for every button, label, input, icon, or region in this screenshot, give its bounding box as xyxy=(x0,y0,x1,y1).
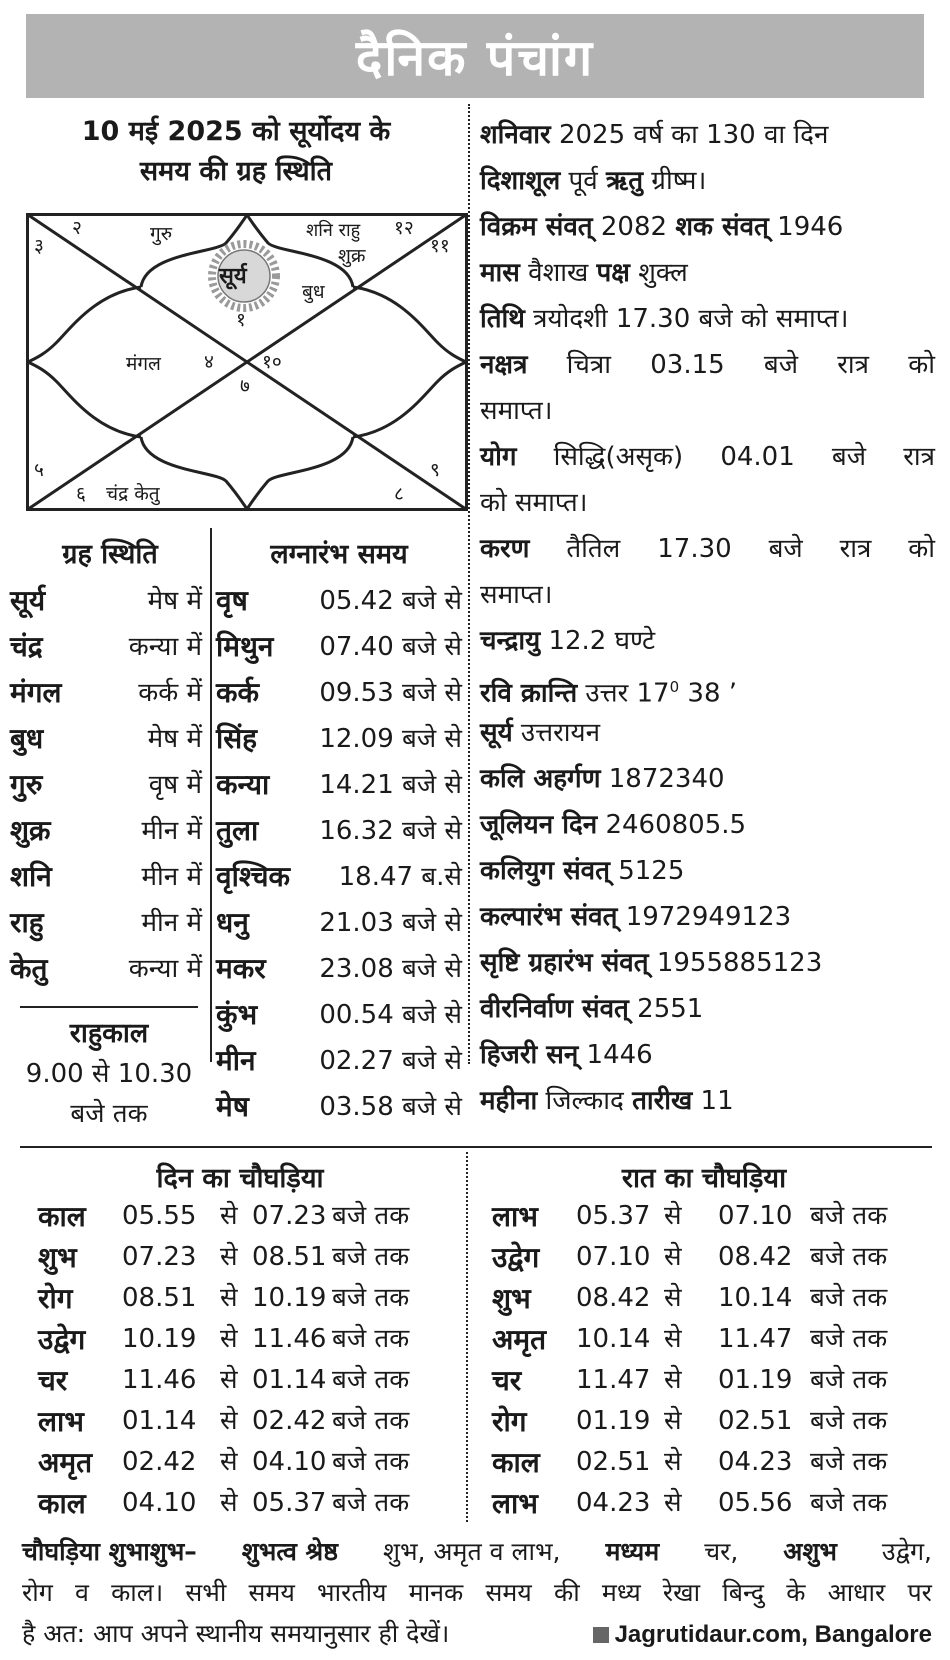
planet-guru: गुरु xyxy=(150,223,173,245)
house-8: ८ xyxy=(394,483,404,505)
din-choghadiya-row: उद्वेग 10.19 से 11.46 बजे तक xyxy=(38,1323,410,1356)
kali-ahargan-line: कलि अहर्गण 1872340 xyxy=(480,764,725,794)
footer-line1: चौघड़िया शुभाशुभ– शुभत्व श्रेष्ठ शुभ, अमृत व लाभ, मध्यम चर, अशुभ उद्वेग, xyxy=(22,1537,932,1566)
kaliyug-line: कलियुग संवत् 5125 xyxy=(480,856,685,886)
house-1: १ xyxy=(236,309,246,331)
grah-row: शनि मीन में xyxy=(10,860,202,893)
rahukaal-time: 9.00 से 10.30 xyxy=(25,1059,193,1089)
kundali-heading xyxy=(26,112,446,192)
chandrayu-line: चन्द्रायु 12.2 घण्टे xyxy=(480,626,656,656)
planet-chandra-ketu: चंद्र केतु xyxy=(106,483,160,505)
lagna-row: मकर 23.08 बजे से xyxy=(216,952,462,985)
divider-center-vertical xyxy=(468,104,470,1064)
karan-line2: समाप्त। xyxy=(480,580,553,610)
dishashool-line: दिशाशूल पूर्व ऋतु ग्रीष्म। xyxy=(480,166,707,196)
yog-line2: को समाप्त। xyxy=(480,488,588,518)
planet-surya: सूर्य xyxy=(219,264,247,289)
house-2: २ xyxy=(72,217,82,239)
din-choghadiya-row: अमृत 02.42 से 04.10 बजे तक xyxy=(38,1446,410,1479)
tithi-line: तिथि त्रयोदशी 17.30 बजे को समाप्त। xyxy=(480,304,849,334)
kundali-chart xyxy=(26,213,468,511)
lagna-row: वृश्चिक 18.47 ब.से xyxy=(216,860,462,893)
lagna-row: धनु 21.03 बजे से xyxy=(216,906,462,939)
panchang-details xyxy=(480,112,935,1124)
house-6: ६ xyxy=(76,483,86,505)
house-3: ३ xyxy=(34,235,44,257)
din-choghadiya-row: चर 11.46 से 01.14 बजे तक xyxy=(38,1364,410,1397)
lagna-row: कन्या 14.21 बजे से xyxy=(216,768,462,801)
house-11: ११ xyxy=(430,235,450,257)
din-choghadiya-row: काल 05.55 से 07.23 बजे तक xyxy=(38,1200,410,1233)
surya-line: सूर्य उत्तरायन xyxy=(480,718,601,748)
kundali-heading-line2: समय की ग्रह स्थिति xyxy=(139,156,333,187)
brand-name: Jagrutidaur.com, Bangalore xyxy=(614,1621,932,1648)
lagna-row: मीन 02.27 बजे से xyxy=(216,1044,462,1077)
divider-left-vertical xyxy=(210,528,212,1062)
raat-choghadiya-row: चर 11.47 से 01.19 बजे तक xyxy=(492,1364,888,1397)
house-12: १२ xyxy=(394,217,414,239)
grah-row: चंद्र कन्या में xyxy=(10,630,202,663)
din-choghadiya-row: रोग 08.51 से 10.19 बजे तक xyxy=(38,1282,410,1315)
page-title: दैनिक पंचांग xyxy=(355,29,595,87)
mahina-line: महीना जिल्काद तारीख 11 xyxy=(480,1086,734,1116)
divider-rahukaal xyxy=(20,1006,198,1008)
kundali-curve-left xyxy=(28,287,141,437)
footer-line2: रोग व काल। सभी समय भारतीय मानक समय की मध्य रेखा बिन्दु के आधार पर xyxy=(22,1578,932,1607)
raat-choghadiya-row: शुभ 08.42 से 10.14 बजे तक xyxy=(492,1282,888,1315)
house-4: ४ xyxy=(204,351,214,373)
footer-line3: है अत: आप अपने स्थानीय समयानुसार ही देखें। Jagrutidaur.com, Bangalore xyxy=(22,1619,932,1648)
weekday-line: शनिवार 2025 वर्ष का 130 वा दिन xyxy=(480,120,829,150)
house-9: ९ xyxy=(430,459,440,481)
grah-row: बुध मेष में xyxy=(10,722,202,755)
grah-row: सूर्य मेष में xyxy=(10,584,202,617)
kundali-curve-right xyxy=(353,287,466,437)
house-10: १० xyxy=(262,351,282,373)
grah-row: शुक्र मीन में xyxy=(10,814,202,847)
din-choghadiya-row: शुभ 07.23 से 08.51 बजे तक xyxy=(38,1241,410,1274)
raat-choghadiya-row: अमृत 10.14 से 11.47 बजे तक xyxy=(492,1323,888,1356)
rahukaal-until: बजे तक xyxy=(70,1099,148,1129)
lagna-row: तुला 16.32 बजे से xyxy=(216,814,462,847)
grah-row: गुरु वृष में xyxy=(10,768,202,801)
ravi-kranti-line: रवि क्रान्ति उत्तर $17^0$ 38 ’ xyxy=(480,678,738,709)
raat-choghadiya-row: रोग 01.19 से 02.51 बजे तक xyxy=(492,1405,888,1438)
grah-sthiti-heading: ग्रह स्थिति xyxy=(62,539,158,570)
raat-choghadiya-row: लाभ 04.23 से 05.56 बजे तक xyxy=(492,1487,888,1520)
planet-shani-rahu: शनि राहु xyxy=(306,220,361,241)
lagna-row: मेष 03.58 बजे से xyxy=(216,1090,462,1123)
house-5: ५ xyxy=(34,459,44,481)
karan-line: करण तैतिल 17.30 बजे रात्र को xyxy=(480,534,935,564)
srishti-line: सृष्टि ग्रहारंभ संवत् 1955885123 xyxy=(480,948,823,978)
julian-line: जूलियन दिन 2460805.5 xyxy=(480,810,747,840)
din-choghadiya-row: काल 04.10 से 05.37 बजे तक xyxy=(38,1487,410,1520)
square-icon xyxy=(593,1627,609,1643)
raat-choghadiya-row: उद्वेग 07.10 से 08.42 बजे तक xyxy=(492,1241,888,1274)
lagna-row: कर्क 09.53 बजे से xyxy=(216,676,462,709)
kundali-curve-bottom xyxy=(141,437,353,509)
grah-row: केतु कन्या में xyxy=(10,952,202,985)
rahukaal-heading: राहुकाल xyxy=(69,1018,149,1049)
divider-choghadiya-vertical xyxy=(466,1152,468,1522)
yog-line: योग सिद्धि(असृक) 04.01 बजे रात्र xyxy=(480,442,935,472)
grah-row: राहु मीन में xyxy=(10,906,202,939)
footer-note xyxy=(22,1531,932,1654)
house-7: ७ xyxy=(240,375,250,397)
kalparambh-line: कल्पारंभ संवत् 1972949123 xyxy=(480,902,792,932)
lagna-row: कुंभ 00.54 बजे से xyxy=(216,998,462,1031)
lagnarambh-heading: लग्नारंभ समय xyxy=(270,539,408,570)
din-choghadiya-heading: दिन का चौघड़िया xyxy=(156,1163,324,1194)
hijri-line: हिजरी सन् 1446 xyxy=(480,1040,653,1070)
raat-choghadiya-row: लाभ 05.37 से 07.10 बजे तक xyxy=(492,1200,888,1233)
planet-budh: बुध xyxy=(302,281,325,303)
lagna-row: वृष 05.42 बजे से xyxy=(216,584,462,617)
kundali-heading-line1: 10 मई 2025 को सूर्योदय के xyxy=(81,116,391,147)
lagna-row: सिंह 12.09 बजे से xyxy=(216,722,462,755)
din-choghadiya-row: लाभ 01.14 से 02.42 बजे तक xyxy=(38,1405,410,1438)
samvat-line: विक्रम संवत् 2082 शक संवत् 1946 xyxy=(480,212,844,242)
title-bar xyxy=(26,14,924,98)
planet-mangal: मंगल xyxy=(126,353,161,375)
nakshatra-line: नक्षत्र चित्रा 03.15 बजे रात्र को xyxy=(480,350,935,380)
nakshatra-line2: समाप्त। xyxy=(480,396,553,426)
raat-choghadiya-heading: रात का चौघड़िया xyxy=(621,1163,787,1194)
rahukaal-box xyxy=(14,1014,204,1134)
planet-shukra: शुक्र xyxy=(338,245,366,267)
grah-row: मंगल कर्क में xyxy=(10,676,202,709)
maas-line: मास वैशाख पक्ष शुक्ल xyxy=(480,258,688,288)
lagna-row: मिथुन 07.40 बजे से xyxy=(216,630,462,663)
veer-line: वीरनिर्वाण संवत् 2551 xyxy=(480,994,704,1024)
divider-choghadiya xyxy=(20,1146,932,1148)
raat-choghadiya-row: काल 02.51 से 04.23 बजे तक xyxy=(492,1446,888,1479)
